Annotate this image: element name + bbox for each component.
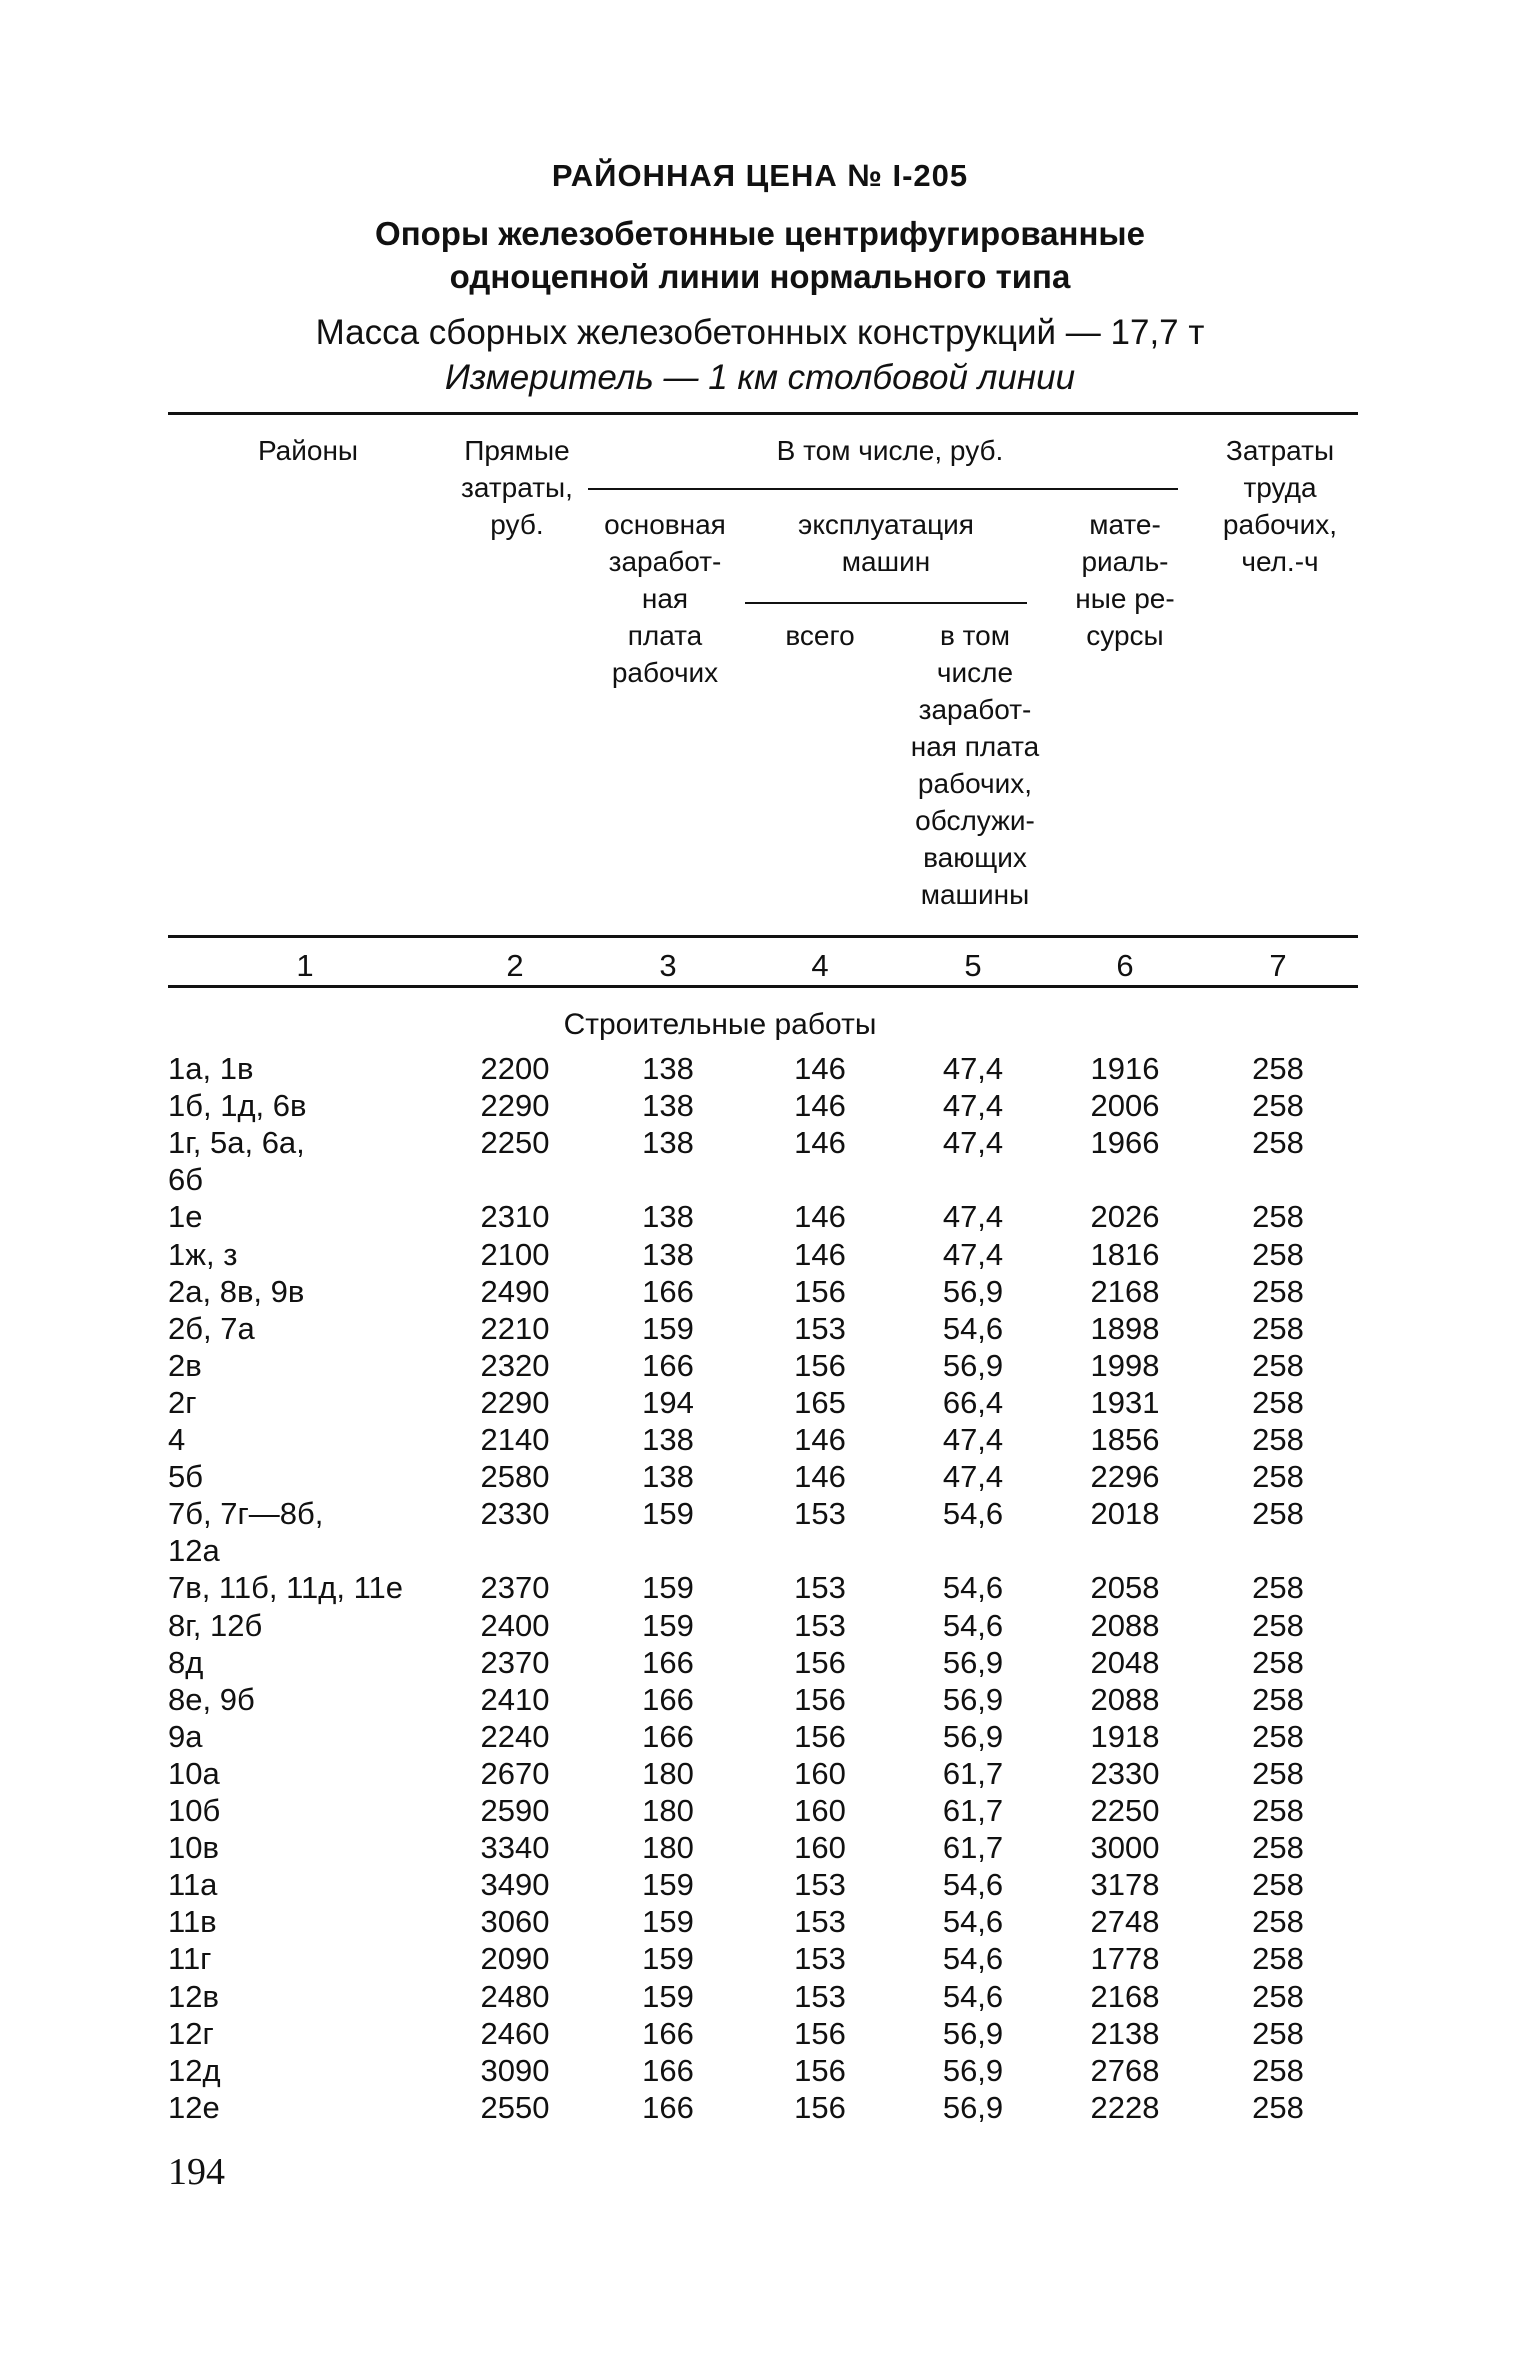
table-row — [0, 2016, 1535, 2053]
district-cell: 12г — [168, 2015, 214, 2051]
value-cell-col-6: 2048 — [1090, 1644, 1160, 1680]
district-cell: 5б — [168, 1459, 203, 1495]
district-cell: 7б, 7г—8б, — [168, 1496, 324, 1532]
value-cell-col-5: 47,4 — [942, 1422, 1004, 1457]
value-cell-col-4: 153 — [794, 1496, 846, 1532]
value-cell-col-2: 2200 — [480, 1051, 550, 1086]
table-row-continuation — [0, 1162, 1535, 1199]
value-cell-col-5: 47,4 — [942, 1125, 1004, 1161]
value-cell-col-6: 2088 — [1090, 1681, 1160, 1717]
district-cell-continuation: 12а — [168, 1533, 220, 1569]
value-cell-col-5: 47,4 — [942, 1199, 1004, 1235]
col-header-including: В том числе, руб. — [776, 435, 1004, 466]
value-cell-col-4: 153 — [794, 1941, 846, 1977]
district-cell: 1ж, з — [168, 1236, 238, 1272]
value-cell-col-4: 160 — [794, 1830, 846, 1866]
col-header-machine-operation: эксплуатация машин — [798, 509, 974, 577]
value-cell-col-4: 146 — [794, 1199, 846, 1235]
value-cell-col-6: 2250 — [1090, 1793, 1160, 1828]
value-cell-col-7: 258 — [1252, 1644, 1304, 1680]
value-cell-col-3: 159 — [642, 1570, 694, 1606]
page-number: 194 — [168, 2151, 225, 2193]
section-title: Строительные работы — [563, 1008, 877, 1041]
value-cell-col-5: 56,9 — [942, 1347, 1004, 1383]
table-top-rule — [168, 412, 1358, 415]
table-row-continuation — [0, 1533, 1535, 1570]
value-cell-col-6: 1998 — [1090, 1347, 1160, 1383]
value-cell-col-2: 3060 — [480, 1904, 550, 1940]
value-cell-col-2: 2090 — [480, 1941, 550, 1977]
table-row — [0, 1199, 1535, 1236]
table-row — [0, 1719, 1535, 1756]
col-header-materials: мате- риаль- ные ре- сурсы — [1075, 509, 1175, 651]
value-cell-col-2: 2370 — [480, 1570, 550, 1606]
value-cell-col-7: 258 — [1252, 1755, 1304, 1791]
value-cell-col-5: 56,9 — [942, 1718, 1004, 1754]
value-cell-col-2: 3090 — [480, 2052, 550, 2088]
value-cell-col-4: 153 — [794, 1978, 846, 2014]
district-cell: 12д — [168, 2052, 221, 2088]
value-cell-col-5: 56,9 — [942, 2052, 1004, 2088]
value-cell-col-7: 258 — [1252, 1941, 1304, 1977]
district-cell: 9а — [168, 1718, 203, 1754]
district-cell: 8д — [168, 1644, 204, 1680]
value-cell-col-6: 2768 — [1090, 2052, 1160, 2088]
table-row — [0, 1237, 1535, 1274]
value-cell-col-6: 2058 — [1090, 1570, 1160, 1606]
value-cell-col-2: 2460 — [480, 2015, 550, 2051]
value-cell-col-7: 258 — [1252, 1793, 1304, 1828]
table-row — [0, 1608, 1535, 1645]
value-cell-col-4: 156 — [794, 1347, 846, 1383]
value-cell-col-6: 1931 — [1090, 1384, 1160, 1420]
district-cell: 12в — [168, 1978, 219, 2014]
col-number-7: 7 — [1269, 948, 1287, 983]
table-row — [0, 1088, 1535, 1125]
value-cell-col-3: 159 — [642, 1978, 694, 2014]
value-cell-col-3: 166 — [642, 1718, 694, 1754]
value-cell-col-3: 159 — [642, 1867, 694, 1903]
value-cell-col-4: 153 — [794, 1904, 846, 1940]
col-header-labor: Затраты труда рабочих, чел.-ч — [1222, 435, 1338, 577]
value-cell-col-7: 258 — [1252, 1088, 1304, 1124]
district-cell: 10в — [168, 1830, 219, 1866]
value-cell-col-7: 258 — [1252, 1570, 1304, 1606]
value-cell-col-2: 3340 — [480, 1830, 550, 1866]
value-cell-col-7: 258 — [1252, 1681, 1304, 1717]
value-cell-col-5: 54,6 — [942, 1904, 1004, 1940]
value-cell-col-4: 153 — [794, 1867, 846, 1903]
value-cell-col-5: 47,4 — [942, 1088, 1004, 1124]
value-cell-col-3: 180 — [642, 1793, 694, 1828]
table-row — [0, 1756, 1535, 1793]
district-cell: 12е — [168, 2089, 220, 2125]
value-cell-col-4: 165 — [794, 1384, 846, 1420]
value-cell-col-2: 2490 — [480, 1273, 550, 1309]
value-cell-col-7: 258 — [1252, 1384, 1304, 1420]
table-row — [0, 1570, 1535, 1607]
value-cell-col-7: 258 — [1252, 1459, 1304, 1495]
value-cell-col-5: 47,4 — [942, 1051, 1004, 1086]
value-cell-col-6: 1778 — [1090, 1941, 1160, 1977]
value-cell-col-3: 166 — [642, 2015, 694, 2051]
value-cell-col-5: 54,6 — [942, 1941, 1004, 1977]
value-cell-col-3: 138 — [642, 1236, 694, 1272]
col-header-base-wage: основная заработ- ная плата рабочих — [604, 509, 726, 688]
value-cell-col-6: 1816 — [1090, 1236, 1160, 1272]
value-cell-col-2: 2240 — [480, 1718, 550, 1754]
district-cell: 2б, 7а — [168, 1310, 255, 1346]
price-label: РАЙОННАЯ ЦЕНА № I-205 — [551, 158, 969, 193]
value-cell-col-4: 146 — [794, 1051, 846, 1086]
value-cell-col-5: 61,7 — [942, 1830, 1004, 1866]
value-cell-col-4: 153 — [794, 1607, 846, 1643]
value-cell-col-2: 2580 — [480, 1459, 550, 1495]
value-cell-col-7: 258 — [1252, 1236, 1304, 1272]
value-cell-col-4: 156 — [794, 1644, 846, 1680]
district-cell: 8г, 12б — [168, 1607, 263, 1643]
value-cell-col-6: 3178 — [1090, 1867, 1160, 1903]
value-cell-col-2: 2140 — [480, 1422, 550, 1457]
numbers-bottom-rule — [168, 985, 1358, 988]
value-cell-col-2: 2250 — [480, 1125, 550, 1161]
district-cell: 11в — [168, 1904, 217, 1940]
value-cell-col-6: 1856 — [1090, 1422, 1160, 1457]
value-cell-col-3: 166 — [642, 2052, 694, 2088]
value-cell-col-4: 146 — [794, 1088, 846, 1124]
value-cell-col-7: 258 — [1252, 1310, 1304, 1346]
district-cell: 1е — [168, 1199, 203, 1235]
value-cell-col-7: 258 — [1252, 1273, 1304, 1309]
value-cell-col-4: 156 — [794, 2015, 846, 2051]
value-cell-col-7: 258 — [1252, 1867, 1304, 1903]
value-cell-col-7: 258 — [1252, 1125, 1304, 1161]
table-row — [0, 1125, 1535, 1162]
district-cell: 1б, 1д, 6в — [168, 1088, 307, 1124]
table-row — [0, 2090, 1535, 2127]
value-cell-col-7: 258 — [1252, 1904, 1304, 1940]
value-cell-col-6: 1918 — [1090, 1718, 1160, 1754]
value-cell-col-2: 2400 — [480, 1607, 550, 1643]
value-cell-col-7: 258 — [1252, 2089, 1304, 2125]
unit-line: Измеритель — 1 км столбовой линии — [444, 358, 1076, 397]
value-cell-col-3: 166 — [642, 1347, 694, 1383]
title-line-1: Опоры железобетонные центрифугированные — [375, 215, 1145, 252]
value-cell-col-7: 258 — [1252, 1422, 1304, 1457]
col-number-6: 6 — [1116, 948, 1134, 983]
mass-line: Масса сборных железобетонных конструкций — 17,7 т — [315, 313, 1205, 352]
value-cell-col-7: 258 — [1252, 1830, 1304, 1866]
value-cell-col-5: 47,4 — [942, 1459, 1004, 1495]
value-cell-col-5: 56,9 — [942, 1644, 1004, 1680]
district-cell: 10б — [168, 1793, 221, 1828]
value-cell-col-2: 2210 — [480, 1310, 550, 1346]
district-cell: 1г, 5а, 6а, — [168, 1125, 305, 1161]
value-cell-col-3: 166 — [642, 1681, 694, 1717]
district-cell: 2а, 8в, 9в — [168, 1273, 305, 1309]
col-number-1: 1 — [296, 948, 314, 983]
value-cell-col-2: 2480 — [480, 1978, 550, 2014]
title-line-2: одноцепной линии нормального типа — [449, 258, 1071, 295]
value-cell-col-6: 2296 — [1090, 1459, 1160, 1495]
value-cell-col-2: 2100 — [480, 1236, 550, 1272]
table-row — [0, 1348, 1535, 1385]
value-cell-col-2: 2320 — [480, 1347, 550, 1383]
value-cell-col-5: 56,9 — [942, 1681, 1004, 1717]
value-cell-col-3: 159 — [642, 1310, 694, 1346]
table-row — [0, 1979, 1535, 2016]
value-cell-col-5: 56,9 — [942, 1273, 1004, 1309]
value-cell-col-3: 180 — [642, 1830, 694, 1866]
district-cell: 11а — [168, 1867, 218, 1903]
value-cell-col-3: 166 — [642, 2089, 694, 2125]
value-cell-col-4: 160 — [794, 1793, 846, 1828]
value-cell-col-3: 138 — [642, 1422, 694, 1457]
header-bottom-rule — [168, 935, 1358, 938]
value-cell-col-2: 2310 — [480, 1199, 550, 1235]
value-cell-col-2: 2550 — [480, 2089, 550, 2125]
col-number-5: 5 — [964, 948, 982, 983]
table-row — [0, 1496, 1535, 1533]
value-cell-col-6: 1898 — [1090, 1310, 1160, 1346]
value-cell-col-3: 194 — [642, 1384, 694, 1420]
district-cell: 2г — [168, 1384, 197, 1420]
value-cell-col-4: 146 — [794, 1236, 846, 1272]
table-row — [0, 1422, 1535, 1459]
value-cell-col-5: 54,6 — [942, 1570, 1004, 1606]
value-cell-col-4: 153 — [794, 1570, 846, 1606]
value-cell-col-5: 54,6 — [942, 1978, 1004, 2014]
value-cell-col-4: 156 — [794, 2052, 846, 2088]
table-row — [0, 1274, 1535, 1311]
value-cell-col-2: 2330 — [480, 1496, 550, 1532]
district-cell: 1а, 1в — [168, 1051, 254, 1086]
value-cell-col-3: 166 — [642, 1644, 694, 1680]
value-cell-col-7: 258 — [1252, 1496, 1304, 1532]
value-cell-col-3: 138 — [642, 1088, 694, 1124]
value-cell-col-2: 2590 — [480, 1793, 550, 1828]
value-cell-col-6: 2168 — [1090, 1978, 1160, 2014]
value-cell-col-3: 180 — [642, 1755, 694, 1791]
value-cell-col-6: 2006 — [1090, 1088, 1160, 1124]
value-cell-col-2: 2290 — [480, 1384, 550, 1420]
district-cell-continuation: 6б — [168, 1162, 203, 1198]
value-cell-col-4: 146 — [794, 1422, 846, 1457]
value-cell-col-3: 166 — [642, 1273, 694, 1309]
value-cell-col-3: 138 — [642, 1125, 694, 1161]
table-row — [0, 1793, 1535, 1830]
value-cell-col-3: 159 — [642, 1904, 694, 1940]
value-cell-col-6: 2228 — [1090, 2089, 1160, 2125]
value-cell-col-7: 258 — [1252, 2052, 1304, 2088]
col-header-total: всего — [785, 620, 855, 651]
col-number-3: 3 — [659, 948, 677, 983]
col-number-2: 2 — [506, 948, 524, 983]
value-cell-col-7: 258 — [1252, 1607, 1304, 1643]
value-cell-col-4: 146 — [794, 1125, 846, 1161]
value-cell-col-5: 54,6 — [942, 1496, 1004, 1532]
including-underline — [588, 488, 1178, 490]
value-cell-col-5: 54,6 — [942, 1310, 1004, 1346]
district-cell: 7в, 11б, 11д, 11е — [168, 1570, 404, 1606]
value-cell-col-3: 138 — [642, 1051, 694, 1086]
value-cell-col-2: 2290 — [480, 1088, 550, 1124]
table-row — [0, 1941, 1535, 1978]
value-cell-col-4: 156 — [794, 1273, 846, 1309]
value-cell-col-6: 2088 — [1090, 1607, 1160, 1643]
value-cell-col-5: 56,9 — [942, 2015, 1004, 2051]
value-cell-col-6: 2138 — [1090, 2015, 1160, 2051]
district-cell: 4 — [168, 1422, 186, 1457]
value-cell-col-4: 160 — [794, 1755, 846, 1791]
value-cell-col-7: 258 — [1252, 2015, 1304, 2051]
value-cell-col-2: 2370 — [480, 1644, 550, 1680]
value-cell-col-3: 159 — [642, 1607, 694, 1643]
value-cell-col-5: 61,7 — [942, 1793, 1004, 1828]
value-cell-col-2: 2410 — [480, 1681, 550, 1717]
value-cell-col-7: 258 — [1252, 1347, 1304, 1383]
table-row — [0, 1830, 1535, 1867]
value-cell-col-5: 54,6 — [942, 1867, 1004, 1903]
table-row — [0, 1682, 1535, 1719]
value-cell-col-3: 159 — [642, 1496, 694, 1532]
district-cell: 10а — [168, 1755, 220, 1791]
value-cell-col-6: 2168 — [1090, 1273, 1160, 1309]
value-cell-col-5: 66,4 — [942, 1384, 1004, 1420]
table-row — [0, 2053, 1535, 2090]
value-cell-col-2: 2670 — [480, 1755, 550, 1791]
table-row — [0, 1051, 1535, 1088]
value-cell-col-2: 3490 — [480, 1867, 550, 1903]
value-cell-col-5: 61,7 — [942, 1755, 1004, 1791]
value-cell-col-4: 153 — [794, 1310, 846, 1346]
value-cell-col-5: 47,4 — [942, 1236, 1004, 1272]
value-cell-col-6: 2748 — [1090, 1904, 1160, 1940]
table-row — [0, 1904, 1535, 1941]
district-cell: 8е, 9б — [168, 1681, 255, 1717]
col-header-districts: Районы — [257, 435, 359, 466]
district-cell: 2в — [168, 1347, 202, 1383]
machine-operation-underline — [745, 602, 1027, 604]
value-cell-col-3: 138 — [642, 1199, 694, 1235]
value-cell-col-7: 258 — [1252, 1718, 1304, 1754]
value-cell-col-6: 2018 — [1090, 1496, 1160, 1532]
district-cell: 11г — [168, 1941, 212, 1977]
table-row — [0, 1867, 1535, 1904]
value-cell-col-7: 258 — [1252, 1051, 1304, 1086]
col-header-incl-wage: в том числе заработ- ная плата рабочих, обслужи- вающих машины — [910, 620, 1040, 910]
value-cell-col-4: 156 — [794, 1681, 846, 1717]
col-header-direct-costs: Прямые затраты, руб. — [461, 435, 573, 540]
value-cell-col-4: 156 — [794, 2089, 846, 2125]
value-cell-col-3: 159 — [642, 1941, 694, 1977]
table-row — [0, 1459, 1535, 1496]
value-cell-col-7: 258 — [1252, 1199, 1304, 1235]
value-cell-col-6: 1916 — [1090, 1051, 1160, 1086]
value-cell-col-6: 3000 — [1090, 1830, 1160, 1866]
value-cell-col-7: 258 — [1252, 1978, 1304, 2014]
value-cell-col-6: 2026 — [1090, 1199, 1160, 1235]
value-cell-col-4: 156 — [794, 1718, 846, 1754]
value-cell-col-5: 54,6 — [942, 1607, 1004, 1643]
value-cell-col-6: 2330 — [1090, 1755, 1160, 1791]
table-row — [0, 1385, 1535, 1422]
table-row — [0, 1645, 1535, 1682]
value-cell-col-3: 138 — [642, 1459, 694, 1495]
table-row — [0, 1311, 1535, 1348]
value-cell-col-6: 1966 — [1090, 1125, 1160, 1161]
col-number-4: 4 — [811, 948, 829, 983]
value-cell-col-5: 56,9 — [942, 2089, 1004, 2125]
value-cell-col-4: 146 — [794, 1459, 846, 1495]
